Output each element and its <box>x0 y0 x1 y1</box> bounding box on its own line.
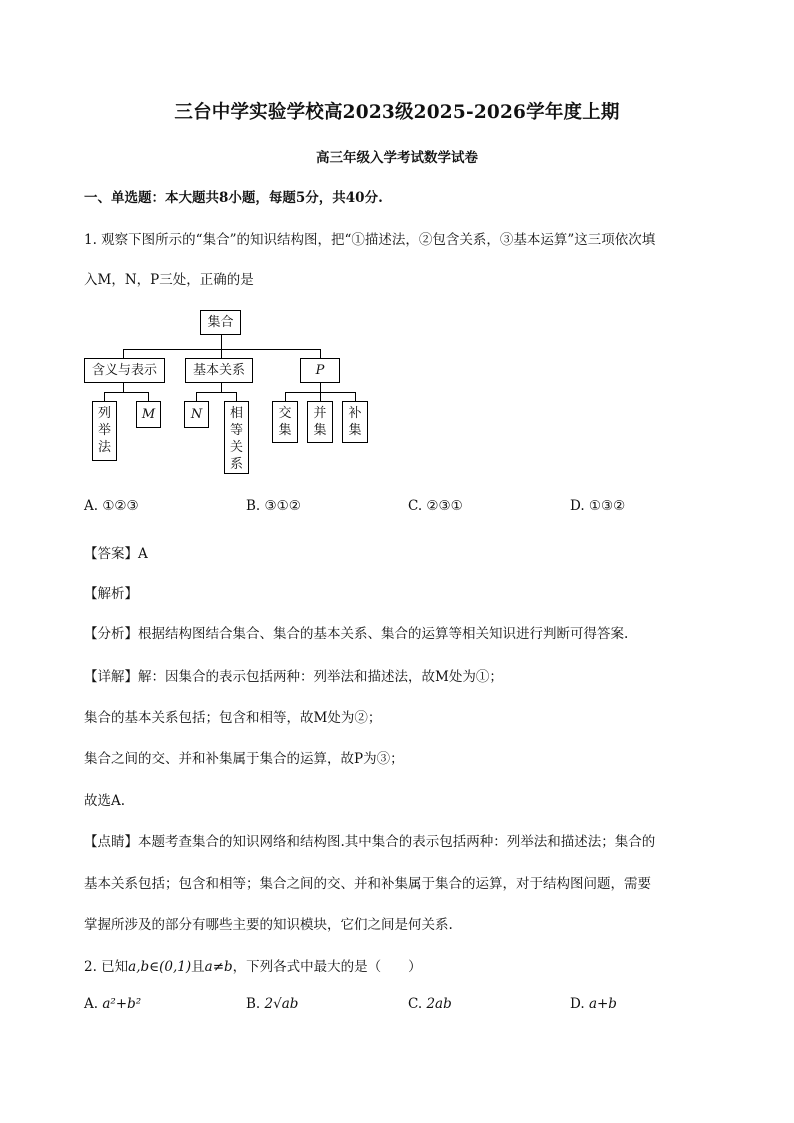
detailed-solution-line-4: 故选A. <box>84 793 126 809</box>
diagram-leaf-m: M <box>136 401 161 428</box>
option-a: A. ①②③ <box>84 498 139 514</box>
q2-option-a-label: A. <box>84 996 99 1012</box>
question-1-stem-line-1: 1. 观察下图所示的“集合”的知识结构图，把“①描述法，②包含关系，③基本运算”这三项依次填 <box>84 232 656 248</box>
q2-option-a-expr: a²+b² <box>102 996 142 1012</box>
diagram-box-meaning: 含义与表示 <box>84 358 165 383</box>
diagram-box-relations: 基本关系 <box>185 358 253 383</box>
connector <box>221 334 222 349</box>
comment-line-1: 【点睛】本题考查集合的知识网络和结构图.其中集合的表示包括两种：列举法和描述法；集合的 <box>84 834 656 850</box>
q2-option-d <box>570 996 617 1012</box>
q2-option-b-label: B. <box>246 996 261 1012</box>
q2-option-c <box>408 996 452 1012</box>
answer-line: 【答案】A <box>84 546 148 562</box>
comment-line-2: 基本关系包括；包含和相等；集合之间的交、并和补集属于集合的运算，对于结构图问题，需要 <box>84 876 651 892</box>
connector <box>320 382 321 392</box>
option-c: C. ②③① <box>408 498 463 514</box>
diagram-leaf-listing: 列举法 <box>92 401 117 461</box>
diagram-box-p: P <box>300 358 340 383</box>
diagram-leaf-n: N <box>184 401 209 428</box>
comment-line-3: 掌握所涉及的部分有哪些主要的知识模块，它们之间是何关系. <box>84 917 453 933</box>
analysis-summary: 【分析】根据结构图结合集合、集合的基本关系、集合的运算等相关知识进行判断可得答案. <box>84 626 629 642</box>
question-2-condition: a,b∈(0,1) <box>128 959 192 975</box>
option-b: B. ③①② <box>246 498 301 514</box>
question-1-stem-line-2: 入M，N，P三处，正确的是 <box>84 272 254 288</box>
page-subtitle: 高三年级入学考试数学试卷 <box>316 150 478 166</box>
option-d: D. ①③② <box>570 498 626 514</box>
connector <box>221 382 222 392</box>
connector <box>123 382 124 392</box>
q2-option-c-label: C. <box>408 996 423 1012</box>
diagram-leaf-equal: 相等关系 <box>224 401 249 474</box>
q2-option-b-expr: 2√ab <box>264 996 299 1012</box>
connector <box>196 392 237 393</box>
q2-option-a <box>84 996 141 1012</box>
question-2-condition-2: a≠b <box>204 959 233 975</box>
diagram-root-box: 集合 <box>200 310 241 335</box>
detailed-solution-line-1: 【详解】解：因集合的表示包括两种：列举法和描述法，故M处为①； <box>84 669 503 685</box>
detailed-solution-line-2: 集合的基本关系包括；包含和相等，故M处为②； <box>84 710 382 726</box>
diagram-leaf-union: 并集 <box>307 401 333 443</box>
q2-option-d-label: D. <box>570 996 585 1012</box>
q2-option-b <box>246 996 298 1012</box>
page-title: 三台中学实验学校高2023级2025-2026学年度上期 <box>174 102 620 123</box>
detailed-solution-line-3: 集合之间的交、并和补集属于集合的运算，故P为③； <box>84 751 404 767</box>
question-2-prefix: 2. 已知 <box>84 959 129 975</box>
q2-option-c-expr: 2ab <box>426 996 452 1012</box>
diagram-leaf-complement: 补集 <box>342 401 368 443</box>
diagram-leaf-intersection: 交集 <box>272 401 298 443</box>
question-2-stem <box>84 955 422 975</box>
section-heading: 一、单选题：本大题共8小题，每题5分，共40分. <box>84 190 383 206</box>
question-2-suffix: ，下列各式中最大的是（ ） <box>232 959 422 975</box>
analysis-heading: 【解析】 <box>84 586 138 602</box>
q2-option-d-expr: a+b <box>588 996 617 1012</box>
question-2-mid: 且 <box>191 959 205 975</box>
connector <box>104 392 148 393</box>
